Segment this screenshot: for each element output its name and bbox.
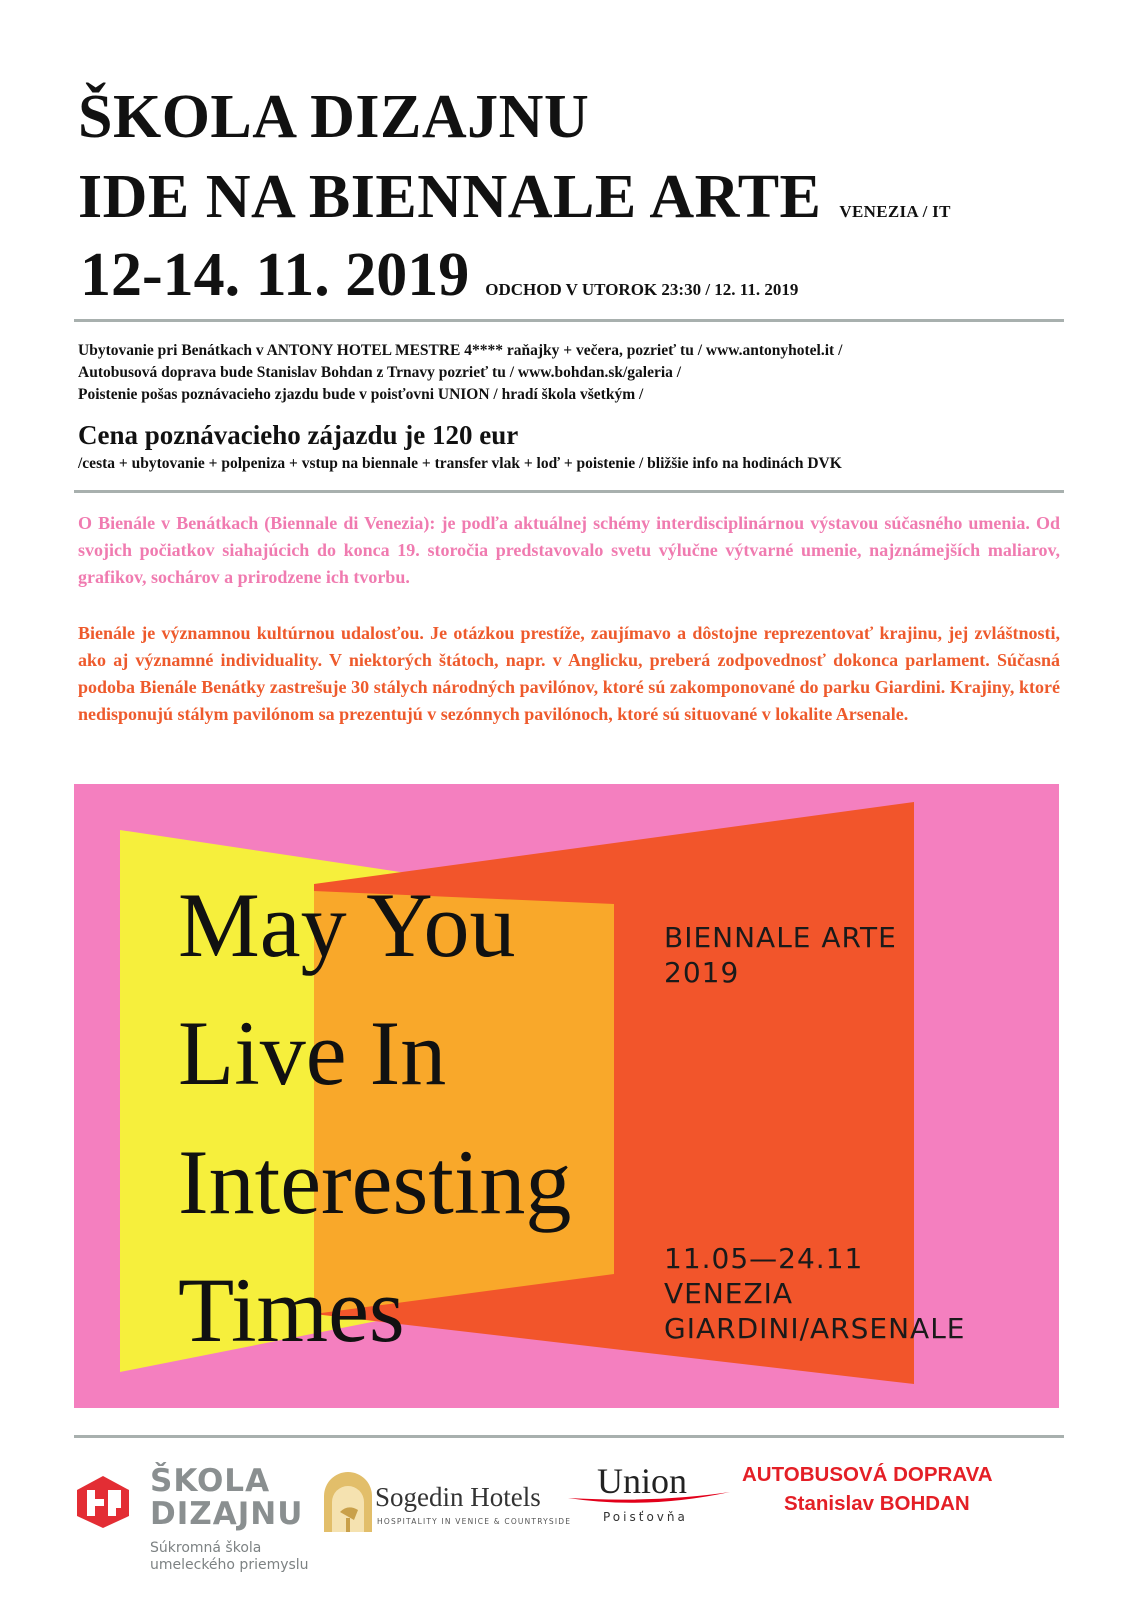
poster-title-line3: Interesting xyxy=(178,1131,572,1233)
footer-divider xyxy=(74,1435,1064,1438)
bus-company-title: AUTOBUSOVÁ DOPRAVA xyxy=(742,1463,993,1486)
departure-info: ODCHOD V UTOROK 23:30 / 12. 11. 2019 xyxy=(485,280,799,299)
biennale-significance-paragraph: Bienále je významnou kultúrnou udalosťou. Je otázkou prestíže, zaujímavo a dôstojne reprezentovať krajinu, jej zvláštnosti, ako aj významné individuality. V niektorých štátoch, napr. v Anglicku, preberá zodpovednosť dokonca parlament. Súčasná podoba Bienále Benátky zastrešuje 30 stálych národných pavilónov, ktoré sú zakomponované do parku Giardini. Krajiny, ktoré nedisponujú stálym pavilónom sa prezentujú v sezónnych pavilónoch, ktoré sú situované v lokalite Arsenale. xyxy=(78,623,1060,724)
skola-name-line1: ŠKOLA xyxy=(150,1463,271,1499)
page-title-line1: ŠKOLA DIZAJNU xyxy=(78,83,590,151)
poster-event-year: 2019 xyxy=(664,956,740,989)
poster-title-line4: Times xyxy=(178,1259,405,1361)
skola-sub-line1: Súkromná škola xyxy=(150,1540,262,1556)
page-title-line2 xyxy=(78,163,951,231)
skola-dizajnu-subtitle xyxy=(150,1540,309,1574)
trip-dates-text: 12-14. 11. 2019 xyxy=(80,241,470,309)
skola-dizajnu-name xyxy=(150,1465,303,1531)
info-insurance: Poistenie pošas poznávacieho zjazdu bude v poisťovni UNION / hradí škola všetkým / xyxy=(78,386,644,403)
divider-1 xyxy=(74,319,1064,322)
location-label: VENEZIA / IT xyxy=(839,202,951,221)
union-name: Union xyxy=(597,1461,687,1501)
title-line2-text: IDE NA BIENNALE ARTE xyxy=(78,163,822,231)
trip-dates xyxy=(80,241,799,309)
poster-event-city: VENEZIA xyxy=(664,1277,794,1310)
skola-sub-line2: umeleckého priemyslu xyxy=(150,1557,309,1573)
poster-title-line1: May You xyxy=(178,874,516,976)
skola-name-line2: DIZAJNU xyxy=(150,1496,304,1532)
poster-event-dates: 11.05—24.11 xyxy=(664,1242,864,1275)
price-details: /cesta + ubytovanie + polpeniza + vstup na biennale + transfer vlak + loď + poistenie / bližšie info na hodinách DVK xyxy=(78,455,842,472)
poster-event-venues: GIARDINI/ARSENALE xyxy=(664,1312,966,1345)
price-headline: Cena poznávacieho zájazdu je 120 eur xyxy=(78,420,519,450)
gondola-arch-icon xyxy=(318,1462,378,1539)
biennale-poster xyxy=(74,784,1059,1408)
poster-event-name: BIENNALE ARTE xyxy=(664,921,897,954)
sogedin-hotels-tagline: HOSPITALITY IN VENICE & COUNTRYSIDE xyxy=(377,1517,572,1526)
sd-logo-icon xyxy=(74,1472,132,1535)
info-block xyxy=(78,340,1068,406)
info-accommodation: Ubytovanie pri Benátkach v ANTONY HOTEL MESTRE 4**** raňajky + večera, pozrieť tu / www.antonyhotel.it / xyxy=(78,342,843,359)
biennale-intro-paragraph: O Bienále v Benátkach (Biennale di Venezia): je podľa aktuálnej schémy interdisciplinárnou výstavou súčasného umenia. Od svojich počiatkov siahajúcich do konca 19. storočia predstavovalo svetu výlučne výtvarné umenie, najznámejších maliarov, grafikov, sochárov a prirodzene ich tvorbu. xyxy=(78,513,1060,587)
union-subtitle: Poisťovňa xyxy=(603,1510,688,1524)
info-transport: Autobusová doprava bude Stanislav Bohdan z Trnavy pozrieť tu / www.bohdan.sk/galeria / xyxy=(78,364,682,381)
bus-company-owner: Stanislav BOHDAN xyxy=(784,1492,970,1515)
sogedin-hotels-name: Sogedin Hotels xyxy=(375,1482,541,1512)
poster-title-line2: Live In xyxy=(178,1002,447,1104)
divider-2 xyxy=(74,490,1064,493)
